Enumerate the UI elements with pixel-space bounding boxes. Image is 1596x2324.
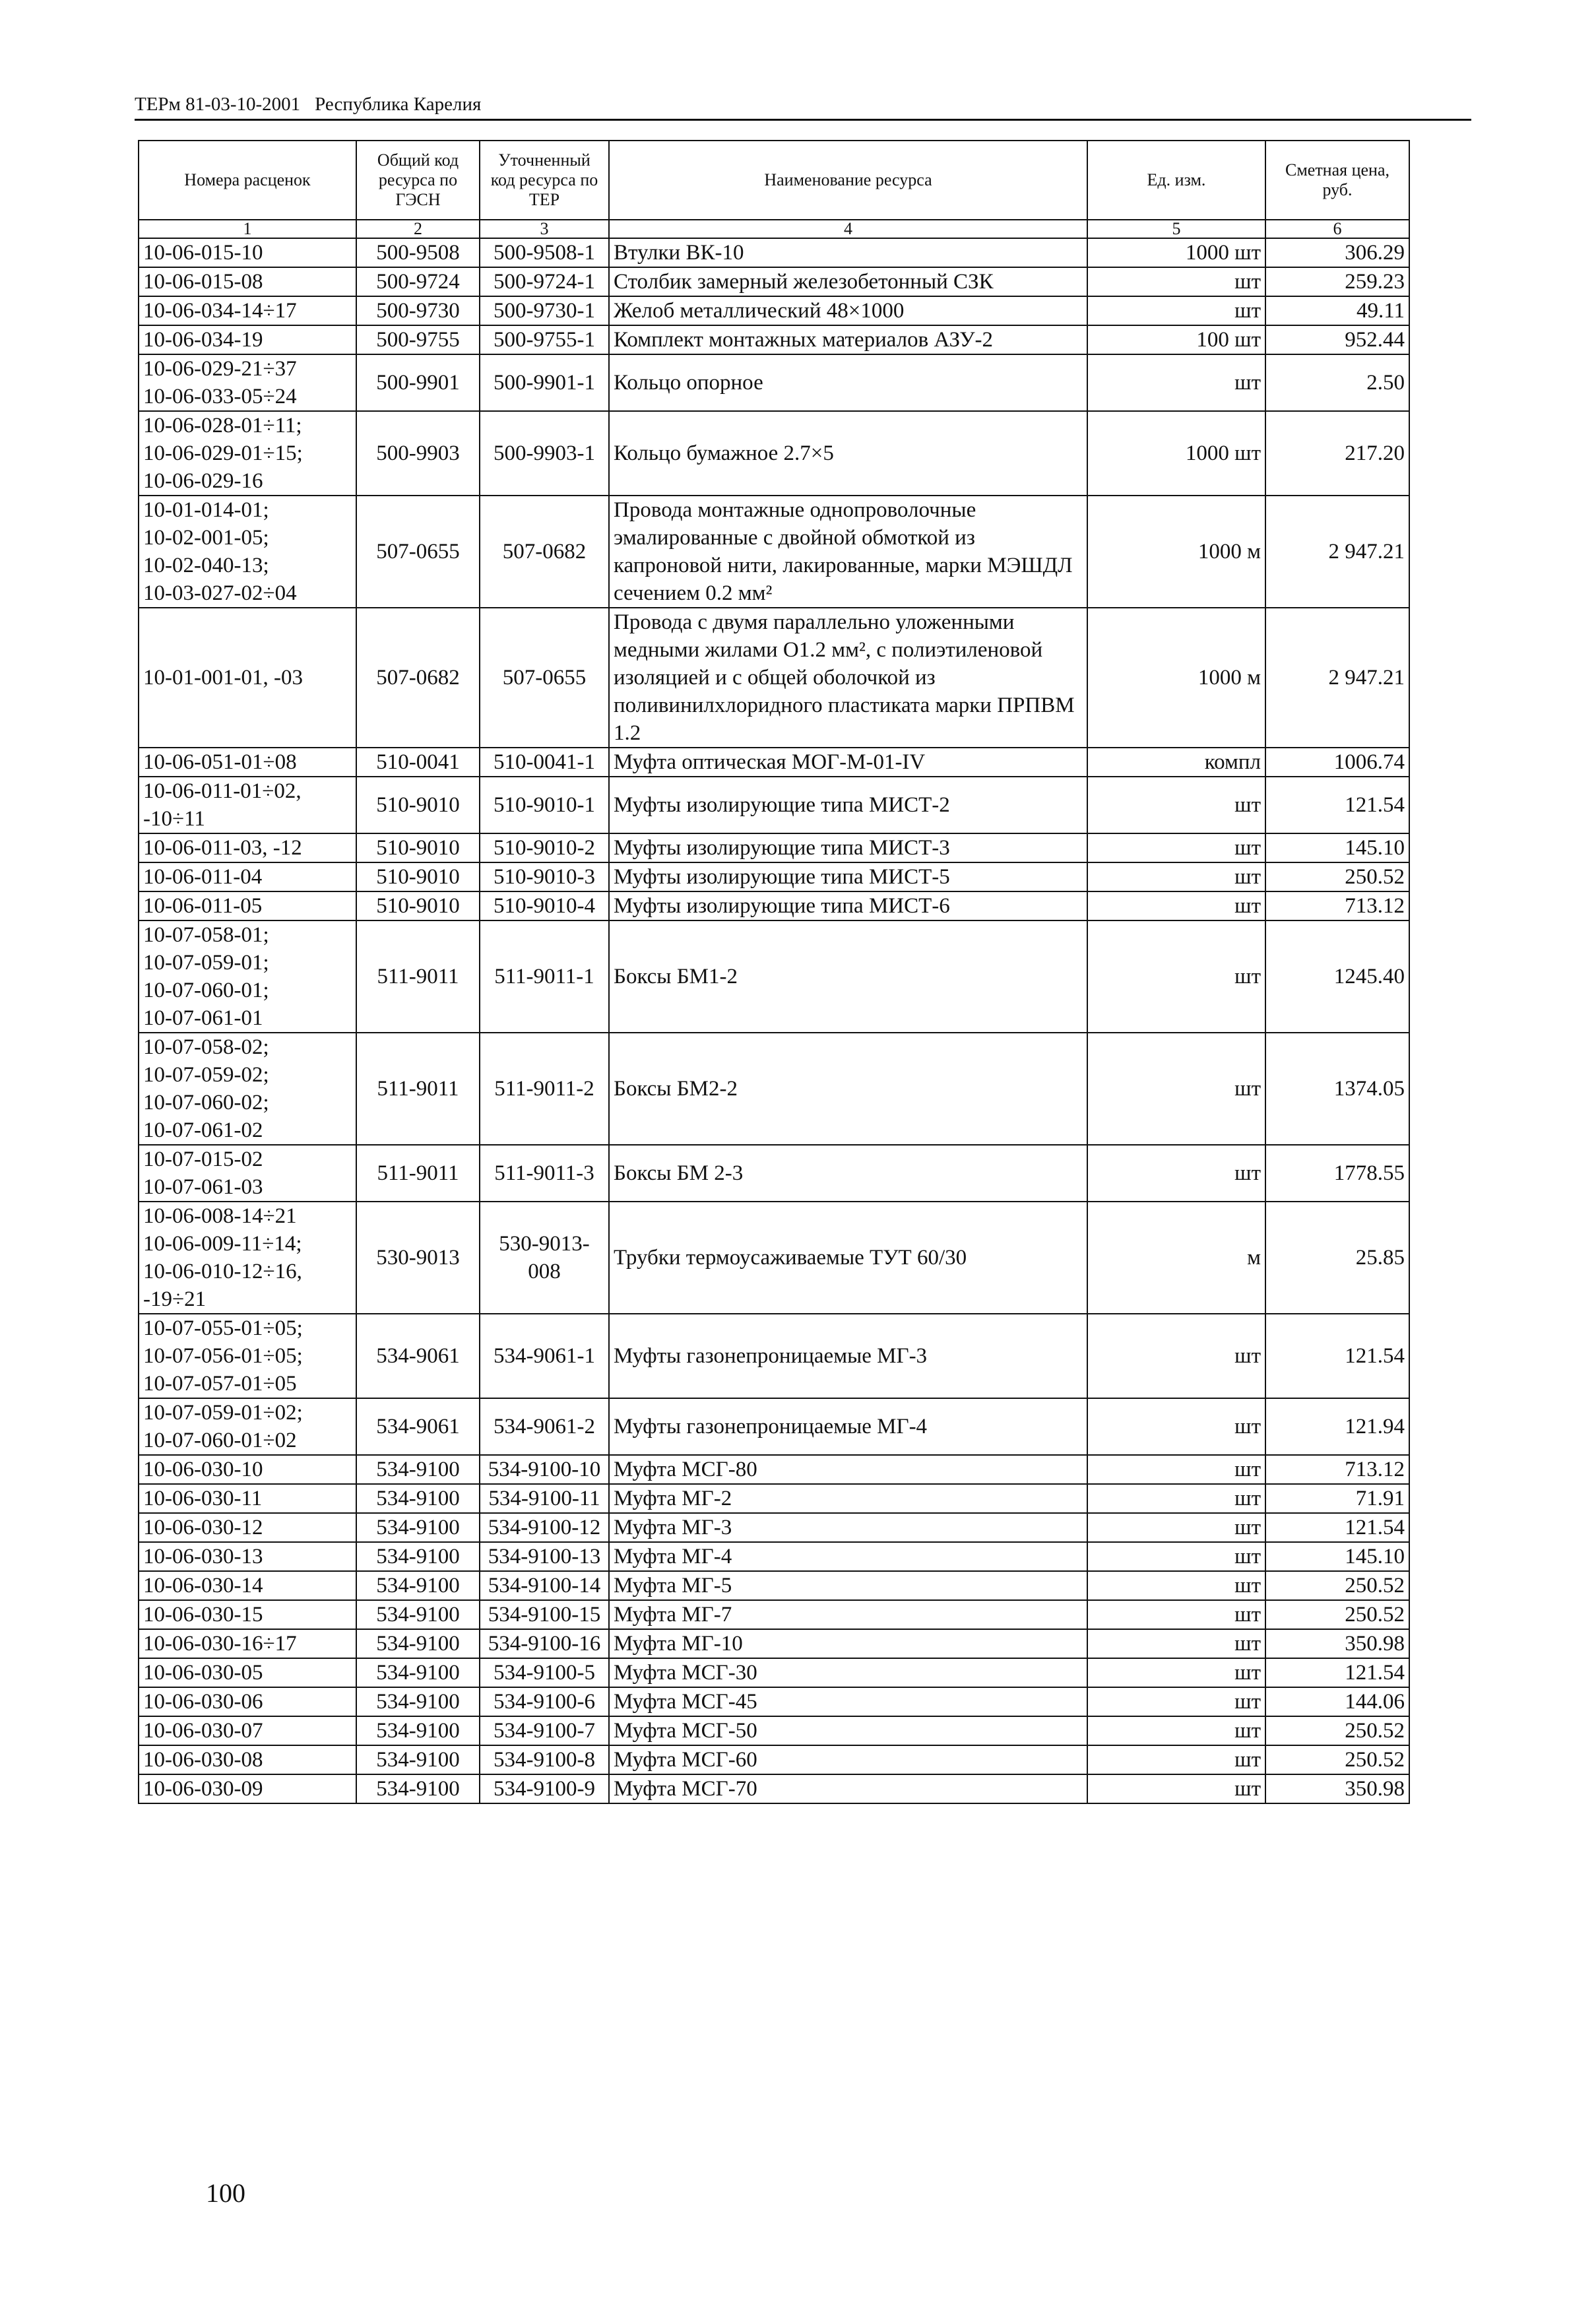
table-row <box>139 238 1409 267</box>
ter-code-cell: 534-9100-12 <box>480 1513 609 1542</box>
resource-price-table <box>138 140 1410 1804</box>
resource-name-cell: Муфта МСГ-30 <box>609 1658 1087 1687</box>
price-cell: 350.98 <box>1265 1629 1409 1658</box>
region-name: Республика Карелия <box>315 94 482 115</box>
ter-code-cell: 510-9010-3 <box>480 862 609 891</box>
price-cell: 121.54 <box>1265 1513 1409 1542</box>
table-body <box>139 238 1409 1803</box>
price-cell: 145.10 <box>1265 833 1409 862</box>
resource-name-cell: Муфты газонепроницаемые МГ-3 <box>609 1314 1087 1398</box>
price-cell: 1374.05 <box>1265 1033 1409 1145</box>
price-codes-cell: 10-06-034-14÷17 <box>139 296 356 325</box>
gesn-code-cell: 530-9013 <box>356 1202 480 1314</box>
unit-cell: шт <box>1087 862 1265 891</box>
unit-cell: шт <box>1087 296 1265 325</box>
column-number: 2 <box>356 220 480 238</box>
price-codes-cell: 10-06-030-06 <box>139 1687 356 1716</box>
page-number: 100 <box>206 2178 245 2208</box>
price-codes-cell: 10-06-015-10 <box>139 238 356 267</box>
table-row <box>139 1398 1409 1455</box>
ter-code-cell: 511-9011-1 <box>480 920 609 1033</box>
gesn-code-cell: 534-9100 <box>356 1687 480 1716</box>
ter-code-cell: 510-0041-1 <box>480 748 609 777</box>
column-number: 4 <box>609 220 1087 238</box>
price-codes-cell: 10-06-030-13 <box>139 1542 356 1571</box>
price-cell: 144.06 <box>1265 1687 1409 1716</box>
price-cell: 2 947.21 <box>1265 496 1409 608</box>
price-codes-cell: 10-07-058-01; 10-07-059-01; 10-07-060-01; 10-07-061-01 <box>139 920 356 1033</box>
gesn-code-cell: 510-9010 <box>356 891 480 920</box>
unit-cell: 1000 м <box>1087 496 1265 608</box>
price-codes-cell: 10-06-015-08 <box>139 267 356 296</box>
price-codes-cell: 10-07-058-02; 10-07-059-02; 10-07-060-02; 10-07-061-02 <box>139 1033 356 1145</box>
gesn-code-cell: 534-9100 <box>356 1774 480 1803</box>
unit-cell: шт <box>1087 1455 1265 1484</box>
price-cell: 306.29 <box>1265 238 1409 267</box>
unit-cell: шт <box>1087 1687 1265 1716</box>
price-cell: 2.50 <box>1265 354 1409 411</box>
price-codes-cell: 10-06-029-21÷37 10-06-033-05÷24 <box>139 354 356 411</box>
price-cell: 2 947.21 <box>1265 608 1409 748</box>
running-header <box>135 92 1471 121</box>
resource-name-cell: Провода монтажные однопроволочные эмалированные с двойной обмоткой из капроновой нити, лакированные, марки МЭШДЛ сечением 0.2 мм² <box>609 496 1087 608</box>
ter-code-cell: 500-9901-1 <box>480 354 609 411</box>
price-cell: 25.85 <box>1265 1202 1409 1314</box>
ter-code-cell: 510-9010-1 <box>480 777 609 833</box>
unit-cell: шт <box>1087 1629 1265 1658</box>
unit-cell: шт <box>1087 1658 1265 1687</box>
gesn-code-cell: 534-9100 <box>356 1716 480 1745</box>
resource-name-cell: Трубки термоусаживаемые ТУТ 60/30 <box>609 1202 1087 1314</box>
price-cell: 350.98 <box>1265 1774 1409 1803</box>
ter-code-cell: 511-9011-2 <box>480 1033 609 1145</box>
table-row <box>139 608 1409 748</box>
gesn-code-cell: 534-9100 <box>356 1571 480 1600</box>
gesn-code-cell: 534-9100 <box>356 1513 480 1542</box>
column-number: 6 <box>1265 220 1409 238</box>
ter-code-cell: 500-9755-1 <box>480 325 609 354</box>
ter-code-cell: 534-9100-11 <box>480 1484 609 1513</box>
unit-cell: шт <box>1087 920 1265 1033</box>
resource-name-cell: Муфты изолирующие типа МИСТ-6 <box>609 891 1087 920</box>
price-cell: 1245.40 <box>1265 920 1409 1033</box>
resource-name-cell: Муфта МГ-3 <box>609 1513 1087 1542</box>
ter-code-cell: 534-9100-7 <box>480 1716 609 1745</box>
price-cell: 1006.74 <box>1265 748 1409 777</box>
table-row <box>139 833 1409 862</box>
table-row <box>139 1542 1409 1571</box>
table-row <box>139 748 1409 777</box>
column-number: 1 <box>139 220 356 238</box>
gesn-code-cell: 500-9730 <box>356 296 480 325</box>
resource-name-cell: Муфта оптическая МОГ-М-01-IV <box>609 748 1087 777</box>
table-row <box>139 411 1409 496</box>
price-codes-cell: 10-06-030-05 <box>139 1658 356 1687</box>
price-codes-cell: 10-06-051-01÷08 <box>139 748 356 777</box>
table-row <box>139 1571 1409 1600</box>
resource-name-cell: Боксы БМ1-2 <box>609 920 1087 1033</box>
gesn-code-cell: 534-9100 <box>356 1455 480 1484</box>
unit-cell: 1000 м <box>1087 608 1265 748</box>
price-codes-cell: 10-06-030-08 <box>139 1745 356 1774</box>
table-row <box>139 1314 1409 1398</box>
price-cell: 145.10 <box>1265 1542 1409 1571</box>
price-cell: 121.54 <box>1265 777 1409 833</box>
resource-name-cell: Боксы БМ2-2 <box>609 1033 1087 1145</box>
unit-cell: 100 шт <box>1087 325 1265 354</box>
resource-name-cell: Комплект монтажных материалов АЗУ-2 <box>609 325 1087 354</box>
unit-cell: 1000 шт <box>1087 238 1265 267</box>
ter-code-cell: 534-9100-13 <box>480 1542 609 1571</box>
ter-code-cell: 534-9100-15 <box>480 1600 609 1629</box>
column-number: 5 <box>1087 220 1265 238</box>
ter-code-cell: 534-9100-16 <box>480 1629 609 1658</box>
table-row <box>139 1774 1409 1803</box>
table-row <box>139 1716 1409 1745</box>
resource-name-cell: Муфты изолирующие типа МИСТ-3 <box>609 833 1087 862</box>
ter-code-cell: 510-9010-4 <box>480 891 609 920</box>
gesn-code-cell: 500-9508 <box>356 238 480 267</box>
table-row <box>139 1484 1409 1513</box>
ter-code-cell: 500-9508-1 <box>480 238 609 267</box>
price-codes-cell: 10-06-030-12 <box>139 1513 356 1542</box>
table-row <box>139 1687 1409 1716</box>
price-codes-cell: 10-06-030-09 <box>139 1774 356 1803</box>
unit-cell: компл <box>1087 748 1265 777</box>
gesn-code-cell: 534-9061 <box>356 1314 480 1398</box>
unit-cell: шт <box>1087 1600 1265 1629</box>
document-code: ТЕРм 81-03-10-2001 <box>135 94 301 115</box>
ter-code-cell: 500-9730-1 <box>480 296 609 325</box>
price-codes-cell: 10-06-030-10 <box>139 1455 356 1484</box>
price-cell: 713.12 <box>1265 1455 1409 1484</box>
table-row <box>139 862 1409 891</box>
ter-code-cell: 510-9010-2 <box>480 833 609 862</box>
ter-code-cell: 534-9061-1 <box>480 1314 609 1398</box>
resource-name-cell: Муфта МГ-10 <box>609 1629 1087 1658</box>
gesn-code-cell: 534-9061 <box>356 1398 480 1455</box>
gesn-code-cell: 500-9755 <box>356 325 480 354</box>
resource-name-cell: Столбик замерный железобетонный СЗК <box>609 267 1087 296</box>
price-codes-cell: 10-06-030-07 <box>139 1716 356 1745</box>
gesn-code-cell: 510-9010 <box>356 862 480 891</box>
unit-cell: шт <box>1087 1398 1265 1455</box>
price-cell: 71.91 <box>1265 1484 1409 1513</box>
resource-name-cell: Муфта МГ-2 <box>609 1484 1087 1513</box>
price-codes-cell: 10-06-011-05 <box>139 891 356 920</box>
gesn-code-cell: 510-9010 <box>356 777 480 833</box>
ter-code-cell: 511-9011-3 <box>480 1145 609 1202</box>
table-row <box>139 920 1409 1033</box>
gesn-code-cell: 500-9901 <box>356 354 480 411</box>
unit-cell: шт <box>1087 777 1265 833</box>
price-cell: 250.52 <box>1265 1600 1409 1629</box>
ter-code-cell: 534-9100-8 <box>480 1745 609 1774</box>
resource-name-cell: Муфта МСГ-60 <box>609 1745 1087 1774</box>
table-row <box>139 1629 1409 1658</box>
table-row <box>139 1600 1409 1629</box>
price-cell: 250.52 <box>1265 1571 1409 1600</box>
ter-code-cell: 534-9100-6 <box>480 1687 609 1716</box>
resource-name-cell: Боксы БМ 2-3 <box>609 1145 1087 1202</box>
price-cell: 259.23 <box>1265 267 1409 296</box>
price-cell: 250.52 <box>1265 1716 1409 1745</box>
price-cell: 1778.55 <box>1265 1145 1409 1202</box>
ter-code-cell: 534-9100-14 <box>480 1571 609 1600</box>
price-codes-cell: 10-06-011-01÷02, -10÷11 <box>139 777 356 833</box>
ter-code-cell: 500-9903-1 <box>480 411 609 496</box>
unit-cell: шт <box>1087 1542 1265 1571</box>
price-codes-cell: 10-06-030-11 <box>139 1484 356 1513</box>
gesn-code-cell: 534-9100 <box>356 1658 480 1687</box>
ter-code-cell: 507-0655 <box>480 608 609 748</box>
gesn-code-cell: 507-0655 <box>356 496 480 608</box>
unit-cell: шт <box>1087 891 1265 920</box>
resource-name-cell: Провода с двумя параллельно уложенными медными жилами О1.2 мм², с полиэтиленовой изоляцией и с общей оболочкой из поливинилхлоридного пластиката марки ПРПВМ 1.2 <box>609 608 1087 748</box>
price-codes-cell: 10-06-008-14÷21 10-06-009-11÷14; 10-06-010-12÷16, -19÷21 <box>139 1202 356 1314</box>
ter-code-cell: 500-9724-1 <box>480 267 609 296</box>
table-row <box>139 1455 1409 1484</box>
table-row <box>139 496 1409 608</box>
unit-cell: шт <box>1087 1774 1265 1803</box>
gesn-code-cell: 500-9724 <box>356 267 480 296</box>
ter-code-cell: 530-9013- 008 <box>480 1202 609 1314</box>
resource-name-cell: Муфта МГ-5 <box>609 1571 1087 1600</box>
resource-name-cell: Муфты газонепроницаемые МГ-4 <box>609 1398 1087 1455</box>
price-codes-cell: 10-06-030-14 <box>139 1571 356 1600</box>
resource-name-cell: Муфты изолирующие типа МИСТ-2 <box>609 777 1087 833</box>
ter-code-cell: 534-9061-2 <box>480 1398 609 1455</box>
table-header-row <box>139 141 1409 220</box>
table-row <box>139 1145 1409 1202</box>
price-cell: 121.54 <box>1265 1314 1409 1398</box>
unit-cell: шт <box>1087 1484 1265 1513</box>
price-codes-cell: 10-06-030-15 <box>139 1600 356 1629</box>
unit-cell: шт <box>1087 1145 1265 1202</box>
table-row <box>139 1513 1409 1542</box>
price-cell: 121.54 <box>1265 1658 1409 1687</box>
price-codes-cell: 10-07-015-02 10-07-061-03 <box>139 1145 356 1202</box>
unit-cell: 1000 шт <box>1087 411 1265 496</box>
ter-code-cell: 534-9100-9 <box>480 1774 609 1803</box>
table-row <box>139 267 1409 296</box>
resource-name-cell: Муфта МСГ-50 <box>609 1716 1087 1745</box>
gesn-code-cell: 507-0682 <box>356 608 480 748</box>
column-header: Сметная цена, руб. <box>1265 141 1409 220</box>
resource-name-cell: Муфта МСГ-70 <box>609 1774 1087 1803</box>
column-header: Уточненный код ресурса по ТЕР <box>480 141 609 220</box>
gesn-code-cell: 500-9903 <box>356 411 480 496</box>
ter-code-cell: 534-9100-5 <box>480 1658 609 1687</box>
price-codes-cell: 10-01-001-01, -03 <box>139 608 356 748</box>
gesn-code-cell: 534-9100 <box>356 1629 480 1658</box>
column-number: 3 <box>480 220 609 238</box>
unit-cell: шт <box>1087 1314 1265 1398</box>
unit-cell: шт <box>1087 1571 1265 1600</box>
gesn-code-cell: 510-9010 <box>356 833 480 862</box>
resource-name-cell: Кольцо бумажное 2.7×5 <box>609 411 1087 496</box>
resource-name-cell: Муфта МГ-7 <box>609 1600 1087 1629</box>
price-codes-cell: 10-06-028-01÷11; 10-06-029-01÷15; 10-06-029-16 <box>139 411 356 496</box>
resource-name-cell: Муфты изолирующие типа МИСТ-5 <box>609 862 1087 891</box>
resource-name-cell: Желоб металлический 48×1000 <box>609 296 1087 325</box>
table-row <box>139 354 1409 411</box>
price-cell: 250.52 <box>1265 862 1409 891</box>
table-row <box>139 777 1409 833</box>
price-cell: 713.12 <box>1265 891 1409 920</box>
price-codes-cell: 10-01-014-01; 10-02-001-05; 10-02-040-13; 10-03-027-02÷04 <box>139 496 356 608</box>
unit-cell: шт <box>1087 833 1265 862</box>
gesn-code-cell: 511-9011 <box>356 1145 480 1202</box>
table-row <box>139 1202 1409 1314</box>
price-cell: 121.94 <box>1265 1398 1409 1455</box>
gesn-code-cell: 510-0041 <box>356 748 480 777</box>
resource-name-cell: Втулки ВК-10 <box>609 238 1087 267</box>
resource-name-cell: Муфта МСГ-80 <box>609 1455 1087 1484</box>
ter-code-cell: 507-0682 <box>480 496 609 608</box>
column-number-row <box>139 220 1409 238</box>
price-codes-cell: 10-06-034-19 <box>139 325 356 354</box>
price-codes-cell: 10-07-059-01÷02; 10-07-060-01÷02 <box>139 1398 356 1455</box>
table-row <box>139 1658 1409 1687</box>
unit-cell: шт <box>1087 1745 1265 1774</box>
column-header: Номера расценок <box>139 141 356 220</box>
price-cell: 49.11 <box>1265 296 1409 325</box>
gesn-code-cell: 534-9100 <box>356 1542 480 1571</box>
table-row <box>139 325 1409 354</box>
gesn-code-cell: 511-9011 <box>356 1033 480 1145</box>
price-codes-cell: 10-06-011-03, -12 <box>139 833 356 862</box>
price-codes-cell: 10-06-030-16÷17 <box>139 1629 356 1658</box>
column-header: Общий код ресурса по ГЭСН <box>356 141 480 220</box>
unit-cell: шт <box>1087 1513 1265 1542</box>
price-cell: 952.44 <box>1265 325 1409 354</box>
resource-name-cell: Муфта МСГ-45 <box>609 1687 1087 1716</box>
ter-code-cell: 534-9100-10 <box>480 1455 609 1484</box>
price-codes-cell: 10-07-055-01÷05; 10-07-056-01÷05; 10-07-057-01÷05 <box>139 1314 356 1398</box>
price-codes-cell: 10-06-011-04 <box>139 862 356 891</box>
price-cell: 217.20 <box>1265 411 1409 496</box>
unit-cell: м <box>1087 1202 1265 1314</box>
unit-cell: шт <box>1087 1033 1265 1145</box>
resource-name-cell: Кольцо опорное <box>609 354 1087 411</box>
unit-cell: шт <box>1087 267 1265 296</box>
table-row <box>139 1033 1409 1145</box>
gesn-code-cell: 534-9100 <box>356 1745 480 1774</box>
unit-cell: шт <box>1087 354 1265 411</box>
column-header: Ед. изм. <box>1087 141 1265 220</box>
table-row <box>139 296 1409 325</box>
resource-name-cell: Муфта МГ-4 <box>609 1542 1087 1571</box>
table-row <box>139 891 1409 920</box>
gesn-code-cell: 534-9100 <box>356 1484 480 1513</box>
unit-cell: шт <box>1087 1716 1265 1745</box>
gesn-code-cell: 511-9011 <box>356 920 480 1033</box>
gesn-code-cell: 534-9100 <box>356 1600 480 1629</box>
price-cell: 250.52 <box>1265 1745 1409 1774</box>
table-row <box>139 1745 1409 1774</box>
column-header: Наименование ресурса <box>609 141 1087 220</box>
